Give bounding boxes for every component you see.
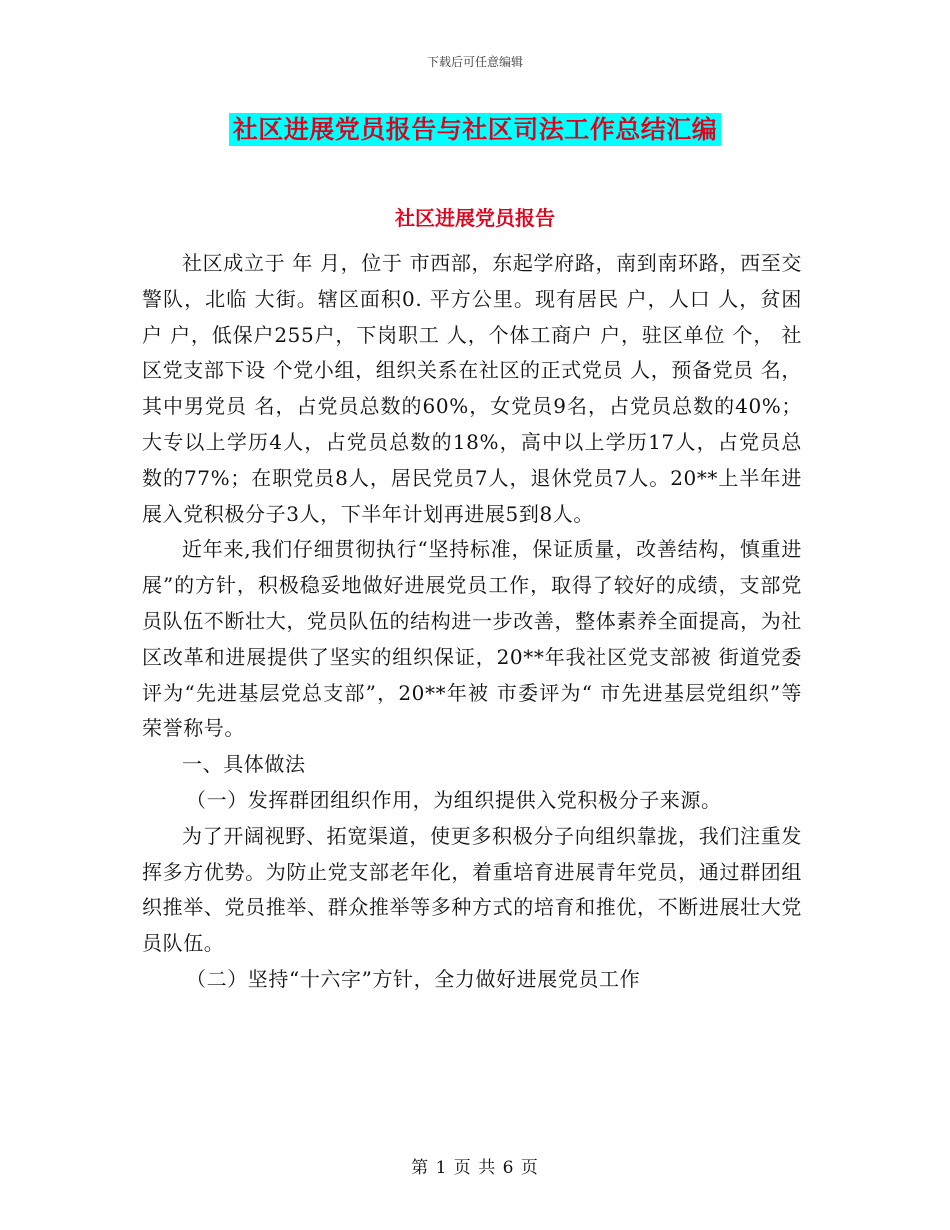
subheading-2: （二）坚持“十六字”方针，全力做好进展党员工作 (186, 966, 641, 991)
document-title-text: 社区进展党员报告与社区司法工作总结汇编 (229, 113, 722, 146)
paragraph-community-overview: 社区成立于 年 月，位于 市西部，东起学府路，南到南环路，西至交警队，北临 大街。辖区面积0. 平方公里。现有居民 户，人口 人，贫困户 户，低保户255户，下岗职工 人，个体工商户 户，驻区单位 个， 社区党支部下设 个党小组，组织关系在社区的正式党员 人，预备党员 名，其中男党员 名，占党员总数的60%，女党员9名，占党员总数的40%；大专以上学历4人，占党员总数的18%，高中以上学历17人，占党员总数的77%；在职党员8人，居民党员7人，退休党员7人。20**上半年进展入党积极分子3人，下半年计划再进展5到8人。 (142, 251, 802, 526)
paragraph-achievements: 近年来,我们仔细贯彻执行“坚持标准，保证质量，改善结构，慎重进展”的方针，积极稳妥地做好进展党员工作，取得了较好的成绩，支部党员队伍不断壮大，党员队伍的结构进一步改善，整体素养全面提高，为社区改革和进展提供了坚实的组织保证，20**年我社区党支部被 街道党委评为“先进基层党总支部”，20**年被 市委评为“ 市先进基层党组织”等荣誉称号。 (142, 537, 802, 741)
section-title: 社区进展党员报告 (395, 206, 555, 230)
page-number-footer: 第 1 页 共 6 页 (411, 1158, 539, 1178)
header-note: 下载后可任意编辑 (426, 55, 523, 69)
subheading-1: （一）发挥群团组织作用，为组织提供入党积极分子来源。 (186, 787, 722, 812)
document-body (142, 246, 802, 998)
heading-specific-methods: 一、具体做法 (182, 752, 306, 777)
paragraph-channels: 为了开阔视野、拓宽渠道，使更多积极分子向组织靠拢，我们注重发挥多方优势。为防止党支部老年化，着重培育进展青年党员，通过群团组织推举、党员推举、群众推举等多种方式的培育和推优，不断进展壮大党员队伍。 (142, 823, 802, 956)
document-title (0, 110, 950, 146)
